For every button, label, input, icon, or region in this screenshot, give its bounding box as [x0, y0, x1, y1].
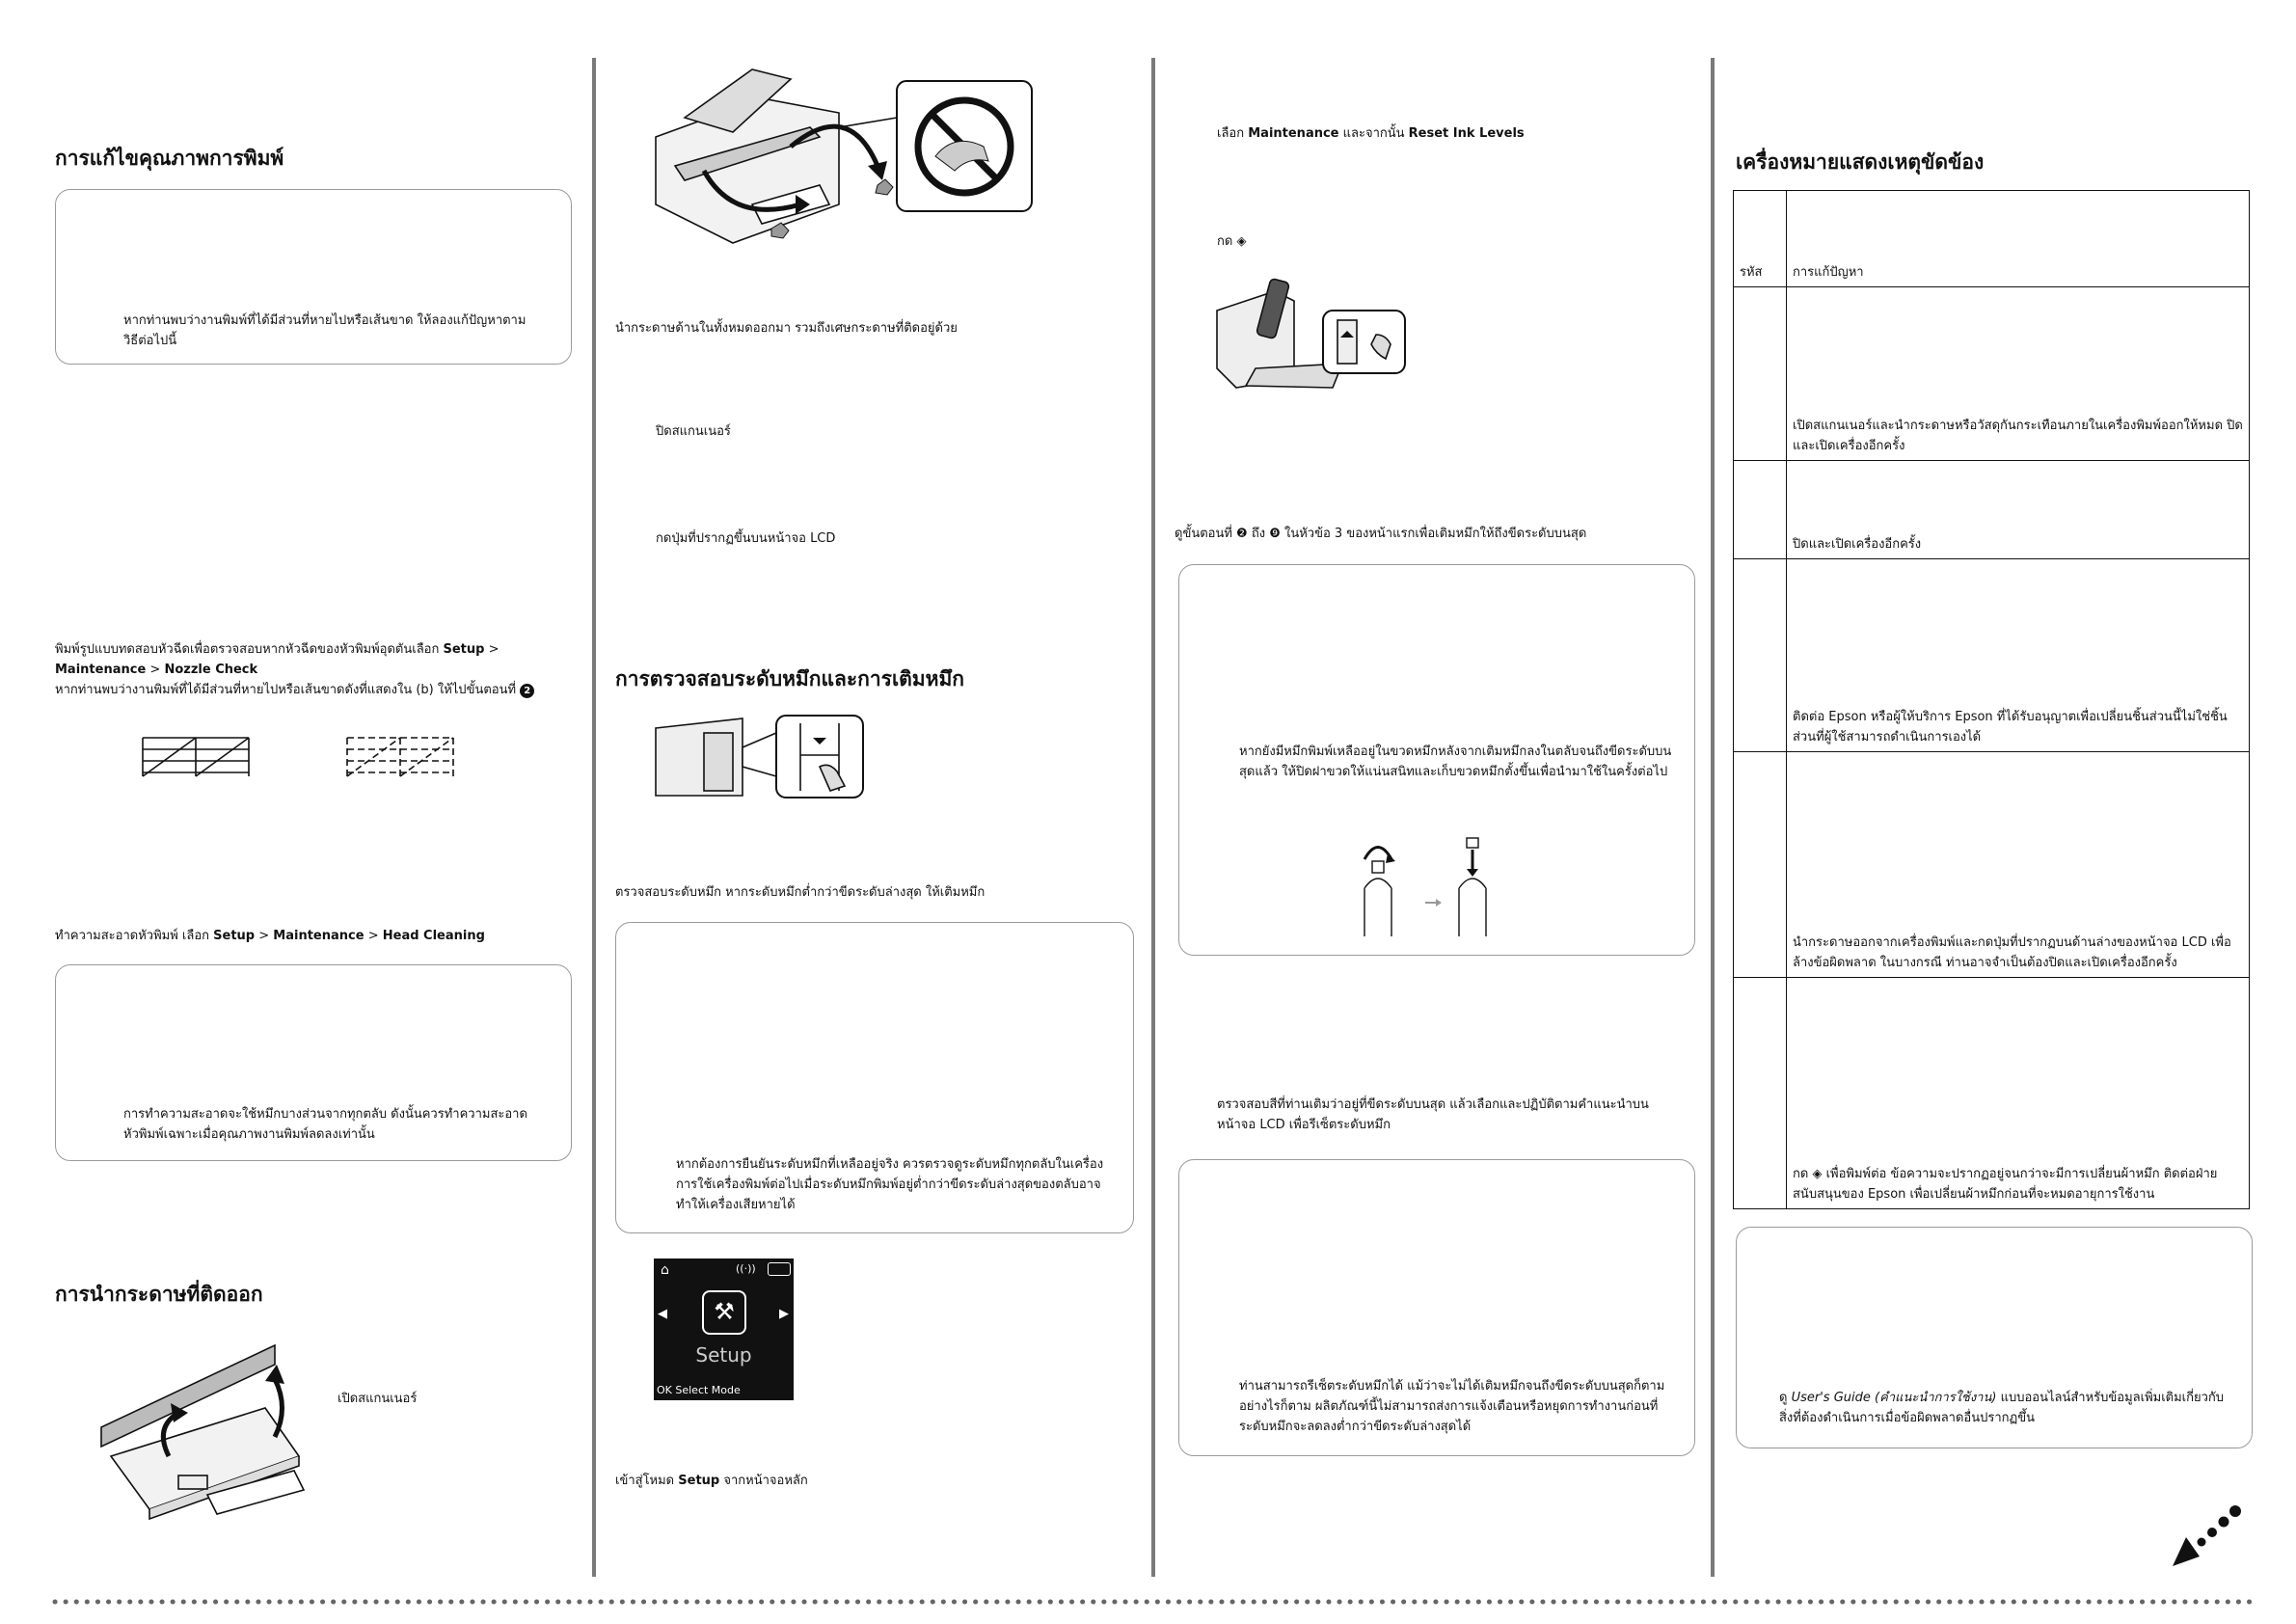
error-table — [1733, 190, 2250, 1209]
table-row — [1734, 752, 2250, 978]
note-2: แบบออนไลน์สำหรับข้อมูลเพิ่มเติมเกี่ยวกับสิ่งที่ต้องดำเนินการเมื่อข้อผิดพลาดอื่นปรากฏขึ้น — [1779, 1391, 2225, 1425]
heading-ink-level: การตรวจสอบระดับหมึกและการเติมหมึก — [615, 667, 965, 690]
note-text-ink-level: หากต้องการยืนยันระดับหมึกที่เหลืออยู่จริง ควรตรวจดูระดับหมึกทุกตลับในเครื่อง การใช้เครื่องพิมพ์ต่อไปเมื่อระดับหมึกพิมพ์อยู่ต่ำกว่าขีดระดับล่างสุดของตลับอาจทำให้เครื่องเสียหายได้ — [676, 1157, 1104, 1212]
head-cleaning-instruction — [55, 926, 485, 946]
table-row — [1734, 978, 2250, 1209]
note-box-head-cleaning — [55, 964, 572, 1161]
code-cell — [1734, 559, 1787, 752]
solution-cell: นำกระดาษออกจากเครื่องพิมพ์และกดปุ่มที่ปรากฏบนด้านล่างของหน้าจอ LCD เพื่อล้างข้อผิดพลาด ในบางกรณี ท่านอาจจำเป็นต้องปิดและเปิดเครื่องอีกครั้ง — [1787, 752, 2250, 978]
heading-print-quality: การแก้ไขคุณภาพการพิมพ์ — [55, 147, 284, 170]
nozzle-setup: Setup — [443, 642, 485, 657]
ink-tank-level-illustration — [656, 709, 868, 805]
note-box-print-quality — [55, 189, 572, 365]
note-box-users-guide — [1736, 1227, 2253, 1448]
nozzle-instruction — [55, 639, 566, 700]
press-lcd-button-text: กดปุ่มที่ปรากฏขึ้นบนหน้าจอ LCD — [656, 531, 836, 546]
solution-cell: กด ◈ เพื่อพิมพ์ต่อ ข้อความจะปรากฏอยู่จนกว่าจะมีการเปลี่ยนผ้าหมึก ติดต่อฝ่ายสนับสนุนของ Epson เพื่อเปลี่ยนผ้าหมึกก่อนที่จะหมดอายุการใช้งาน — [1787, 978, 2250, 1209]
gt-sep: > — [258, 929, 270, 943]
gt-sep-2: > — [367, 929, 379, 943]
arrow-left-icon: ◀ — [658, 1307, 667, 1321]
column-divider-1 — [592, 58, 596, 1577]
press-start-text: กด ◈ — [1217, 234, 1247, 249]
wifi-icon: ((·)) — [736, 1262, 756, 1275]
table-header-code: รหัส — [1734, 191, 1787, 287]
clean-text: ทำความสะอาดหัวพิมพ์ เลือก — [55, 929, 209, 943]
heading-error-indicators: เครื่องหมายแสดงเหตุขัดข้อง — [1736, 150, 1985, 174]
check-ink-text: ตรวจสอบระดับหมึก หากระดับหมึกต่ำกว่าขีดระดับล่างสุด ให้เติมหมึก — [615, 885, 986, 900]
setup-tools-icon: ⚒ — [702, 1290, 746, 1335]
nozzle-pattern-good-illustration — [143, 733, 249, 781]
table-row — [1734, 287, 2250, 461]
code-cell — [1734, 461, 1787, 559]
check-filled-text: ตรวจสอบสีที่ท่านเติมว่าอยู่ที่ขีดระดับบนสุด แล้วเลือกและปฏิบัติตามคำแนะนำบนหน้าจอ LCD เพื่อรีเซ็ตระดับหมึก — [1217, 1097, 1649, 1132]
note-text-head-cleaning: การทำความสะอาดจะใช้หมึกบางส่วนจากทุกตลับ ดังนั้นควรทำความสะอาดหัวพิมพ์เฉพาะเมื่อคุณภาพงานพิมพ์ลดลงเท่านั้น — [123, 1107, 527, 1142]
refer-steps-text: ดูขั้นตอนที่ ❷ ถึง ❾ ในหัวข้อ 3 ของหน้าแรกเพื่อเติมหมึกให้ถึงขีดระดับบนสุด — [1175, 527, 1587, 541]
select-reset-text — [1217, 123, 1525, 144]
select-2: และจากนั้น — [1342, 126, 1405, 141]
solution-cell: ปิดและเปิดเครื่องอีกครั้ง — [1787, 461, 2250, 559]
column-divider-3 — [1711, 58, 1715, 1577]
code-cell — [1734, 287, 1787, 461]
note-box-bottle-storage — [1178, 564, 1695, 956]
nozzle-gt-2: > — [149, 663, 161, 677]
ink-refill-illustration — [1217, 272, 1410, 392]
table-row — [1734, 559, 2250, 752]
clean-head: Head Cleaning — [382, 929, 485, 943]
enter-setup-bold: Setup — [678, 1474, 720, 1488]
bottle-cap-illustration — [1353, 830, 1488, 936]
continue-arrow-icon — [2165, 1502, 2242, 1570]
select-maintenance: Maintenance — [1248, 126, 1339, 141]
note-box-reset-ink — [1178, 1159, 1695, 1456]
nozzle-pattern-bad-illustration — [347, 733, 453, 781]
enter-setup-1: เข้าสู่โหมด — [615, 1474, 675, 1488]
code-cell — [1734, 752, 1787, 978]
nozzle-maintenance: Maintenance — [55, 663, 147, 677]
enter-setup-2: จากหน้าจอหลัก — [723, 1474, 808, 1488]
remove-paper-text: นำกระดาษด้านในทั้งหมดออกมา รวมถึงเศษกระดาษที่ติดอยู่ด้วย — [615, 321, 958, 336]
lcd-setup-screen — [654, 1259, 794, 1400]
home-icon: ⌂ — [661, 1262, 669, 1278]
clean-setup: Setup — [213, 929, 256, 943]
note-guide: User's Guide (คำแนะนำการใช้งาน) — [1791, 1391, 1997, 1405]
code-cell — [1734, 978, 1787, 1209]
clean-maintenance: Maintenance — [273, 929, 365, 943]
table-row — [1734, 461, 2250, 559]
table-header-solution: การแก้ปัญหา — [1787, 191, 2250, 287]
nozzle-text-2: หากท่านพบว่างานพิมพ์ที่ได้มีส่วนที่หายไปหรือเส้นขาดดังที่แสดงใน (b) ให้ไปขั้นตอนที่ — [55, 683, 517, 697]
dotted-separator — [55, 1598, 2250, 1606]
column-divider-2 — [1151, 58, 1155, 1577]
solution-cell: ติดต่อ Epson หรือผู้ให้บริการ Epson ที่ได้รับอนุญาตเพื่อเปลี่ยนชิ้นส่วนนี้ไม่ใช่ชิ้นส่วนที่ผู้ใช้สามารถดำเนินการเองได้ — [1787, 559, 2250, 752]
arrow-right-icon: ▶ — [779, 1307, 789, 1321]
select-1: เลือก — [1217, 126, 1245, 141]
lcd-setup-label: Setup — [695, 1343, 752, 1367]
close-scanner-text: ปิดสแกนเนอร์ — [656, 424, 731, 439]
enter-setup-text — [615, 1471, 808, 1491]
nozzle-check: Nozzle Check — [164, 663, 258, 677]
heading-paper-jam: การนำกระดาษที่ติดออก — [55, 1283, 263, 1306]
tap-icon — [768, 1262, 791, 1276]
lcd-footer: OK Select Mode — [657, 1384, 741, 1396]
note-1: ดู — [1779, 1391, 1788, 1405]
nozzle-text: พิมพ์รูปแบบทดสอบหัวฉีดเพื่อตรวจสอบหากหัวฉีดของหัวพิมพ์อุดตันเลือก — [55, 642, 440, 657]
note-text-bottle-storage: หากยังมีหมึกพิมพ์เหลืออยู่ในขวดหมึกหลังจากเติมหมึกลงในตลับจนถึงขีดระดับบนสุดแล้ว ให้ปิดฝาขวดให้แน่นสนิทและเก็บขวดหมึกตั้งขึ้นเพื่อนำมาใช้ในครั้งต่อไป — [1239, 744, 1672, 779]
table-header-row — [1734, 191, 2250, 287]
remove-paper-illustration — [646, 60, 1041, 253]
note-text-print-quality: หากท่านพบว่างานพิมพ์ที่ได้มีส่วนที่หายไปหรือเส้นขาด ให้ลองแก้ปัญหาตามวิธีต่อไปนี้ — [123, 313, 527, 348]
note-text-reset-ink: ท่านสามารถรีเซ็ตระดับหมึกได้ แม้ว่าจะไม่ได้เติมหมึกจนถึงขีดระดับบนสุดก็ตาม อย่างไรก็ตาม ผลิตภัณฑ์นี้ไม่สามารถส่งการแจ้งเตือนหรือหยุดการทำงานก่อนที่ระดับหมึกจะลดลงต่ำกว่าขีดระดับล่างสุดได้ — [1239, 1379, 1665, 1434]
solution-cell: เปิดสแกนเนอร์และนำกระดาษหรือวัสดุกันกระเทือนภายในเครื่องพิมพ์ออกให้หมด ปิดและเปิดเครื่องอีกครั้ง — [1787, 287, 2250, 461]
nozzle-gt: > — [488, 642, 500, 657]
open-scanner-text: เปิดสแกนเนอร์ — [338, 1392, 418, 1406]
select-reset: Reset Ink Levels — [1408, 126, 1525, 141]
printer-open-scanner-illustration — [92, 1321, 313, 1524]
note-text-users-guide — [1779, 1388, 2237, 1428]
step-marker: 2 — [520, 684, 534, 698]
note-box-ink-level — [615, 922, 1134, 1233]
